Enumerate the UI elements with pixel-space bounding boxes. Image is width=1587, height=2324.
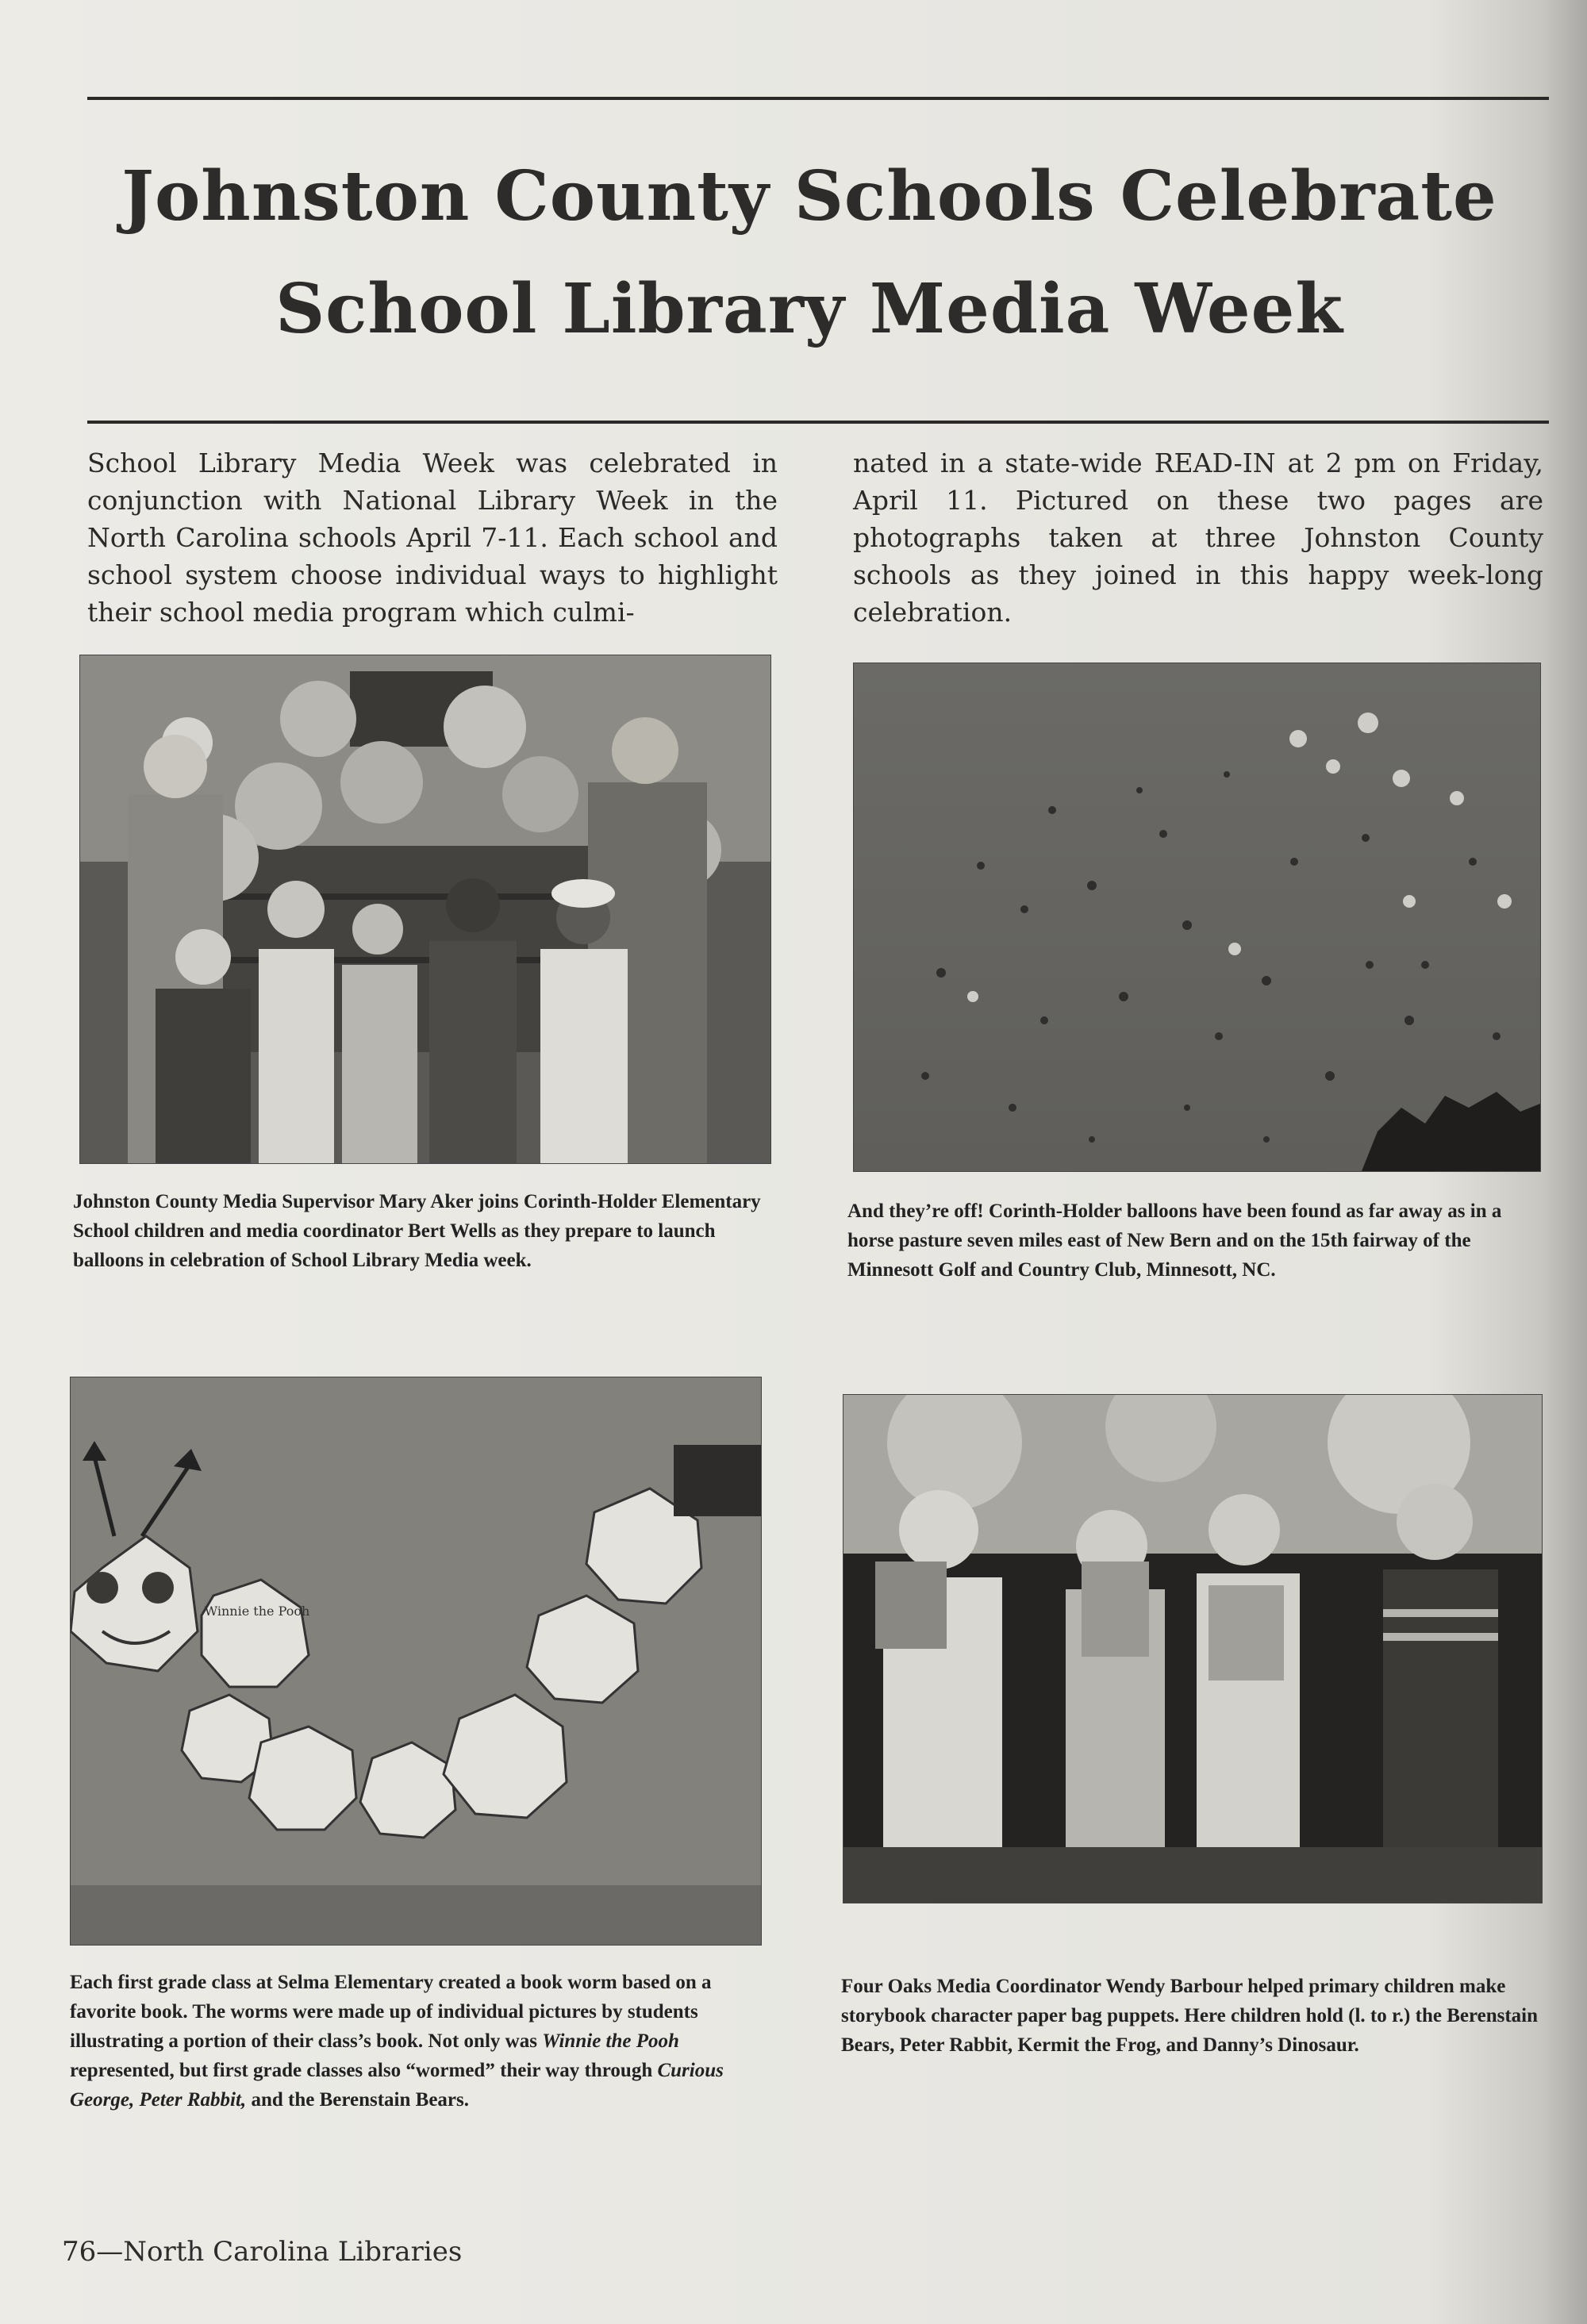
photo-book-worm-image bbox=[71, 1377, 761, 1945]
caption-balloon-group: Johnston County Media Supervisor Mary Aker joins Corinth-Holder Elementary School children and media coordinator Bert Wells as they prepare to launch balloons in celebration of School Library Media week. bbox=[73, 1191, 761, 1271]
headline-line-2: School Library Media Week bbox=[275, 269, 1343, 349]
photo-puppets bbox=[843, 1394, 1543, 1903]
bookworm-title: Winnie the Pooh bbox=[204, 1604, 310, 1619]
caption-balloons-sky: And they’re off! Corinth-Holder balloons have been found as far away as in a horse pasture seven miles east of New Bern and on the 15th fairway of the Minnesott Golf and Country Club, Minnesott, NC. bbox=[847, 1200, 1502, 1281]
photo-balloons-sky bbox=[853, 663, 1541, 1172]
caption-book-worm-part-1: Each first grade class at Selma Elementary created a book worm based on a favorite book. The worms were made up of individual pictures by students illustrating a portion of their class’s book. Not only was bbox=[70, 1972, 712, 2052]
caption-book-worm-title-1: Winnie the Pooh bbox=[542, 2030, 679, 2052]
intro-column-2: nated in a state-wide READ-IN at 2 pm on Friday, April 11. Pictured on these two pages are photographs taken at three Johnston County schools as they joined in this happy week-long celebration. bbox=[853, 448, 1543, 628]
caption-puppets: Four Oaks Media Coordinator Wendy Barbour helped primary children make storybook character paper bag puppets. Here children hold (l. to r.) the Berenstain Bears, Peter Rabbit, Kermit the Frog, and Danny’s Dinosaur. bbox=[841, 1976, 1539, 2056]
caption-book-worm-part-3: and the Berenstain Bears. bbox=[246, 2089, 469, 2111]
photo-book-worm bbox=[70, 1377, 762, 1946]
photo-balloon-group bbox=[79, 655, 771, 1164]
photo-balloons-sky-image bbox=[854, 663, 1540, 1171]
top-rule bbox=[87, 97, 1549, 100]
headline-line-1: Johnston County Schools Celebrate bbox=[121, 156, 1497, 236]
caption-book-worm-part-2: represented, but first grade classes also “wormed” their way through bbox=[70, 2060, 658, 2081]
caption-book-worm bbox=[70, 1968, 760, 2115]
photo-balloon-group-image bbox=[80, 655, 770, 1163]
photo-puppets-image bbox=[843, 1395, 1542, 1903]
bottom-rule bbox=[87, 421, 1549, 424]
page-footer: 76—North Carolina Libraries bbox=[62, 2236, 463, 2268]
intro-column-1: School Library Media Week was celebrated in conjunction with National Library Week in the North Carolina schools April 7-11. Each school and school system choose individual ways to highlight their school media program which culmi- bbox=[87, 448, 778, 628]
caption-book-worm-title-2: Curious George, Peter Rabbit, bbox=[70, 2060, 724, 2111]
